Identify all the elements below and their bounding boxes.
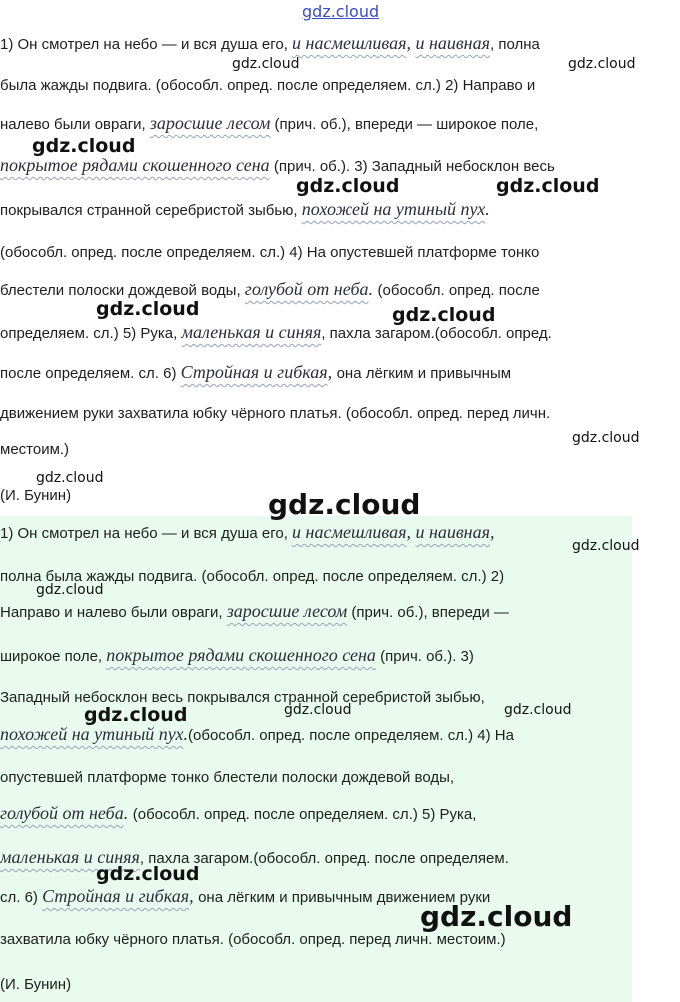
italic-text: , [489, 522, 495, 542]
text-segment: , пахла загаром.(обособл. опред. после определяем. [139, 850, 509, 867]
text-line [0, 279, 540, 301]
underlined-phrase: заросшие лесом [226, 601, 348, 621]
text-segment: движением руки захватила юбку чёрного платья. (обособл. опред. перед личн. [0, 405, 551, 422]
watermark: gdz.cloud [232, 56, 300, 72]
watermark: gdz.cloud [84, 704, 188, 726]
text-segment: (прич. об.). 3) [375, 648, 474, 665]
watermark: gdz.cloud [36, 470, 104, 486]
underlined-phrase: покрытое рядами скошенного сена [0, 155, 270, 175]
underlined-phrase: покрытое рядами скошенного сена [106, 645, 376, 665]
text-segment: сл. 6) [0, 889, 43, 906]
watermark: gdz.cloud [296, 175, 400, 197]
underlined-phrase: маленькая и синяя [0, 847, 140, 867]
underlined-phrase: голубой от неба [244, 279, 369, 299]
italic-text: . [368, 279, 378, 299]
watermark: gdz.cloud [392, 304, 496, 326]
text-line [0, 113, 538, 135]
text-segment: , полна [489, 36, 540, 53]
text-segment: , пахла загаром.(обособл. опред. [321, 325, 552, 342]
text-line [0, 33, 540, 55]
underlined-phrase: и наивная [415, 33, 490, 53]
text-segment: покрывался странной серебристой зыбью, [0, 202, 302, 219]
text-segment: 1) Он смотрел на небо — и вся душа его, [0, 36, 293, 53]
text-segment: (обособл. опред. после определяем. сл.) 4) На опустевшей платформе тонко [0, 244, 540, 261]
watermark: gdz.cloud [36, 582, 104, 598]
watermark: gdz.cloud [568, 56, 636, 72]
text-line [0, 486, 71, 506]
watermark: gdz.cloud [496, 175, 600, 197]
underlined-phrase: и насмешливая [292, 33, 407, 53]
italic-text: . [485, 199, 490, 219]
text-segment: полна была жажды подвига. (обособл. опред. после определяем. сл.) 2) [0, 568, 505, 585]
text-segment: 1) Он смотрел на небо — и вся душа его, [0, 525, 293, 542]
text-segment: (прич. об.). 3) Западный небосклон весь [269, 158, 555, 175]
text-segment: блестели полоски дождевой воды, [0, 282, 245, 299]
watermark: gdz.cloud [96, 863, 200, 885]
text-line [0, 199, 490, 221]
text-line [0, 688, 485, 708]
text-line [0, 724, 514, 746]
text-line [0, 645, 474, 667]
text-line [0, 847, 509, 869]
text-line [0, 803, 476, 825]
text-segment: после определяем. сл. 6) [0, 365, 181, 382]
underlined-phrase: Стройная и гибкая [180, 362, 328, 382]
text-line [0, 76, 535, 96]
text-line [0, 155, 555, 177]
text-line [0, 362, 511, 384]
watermark: gdz.cloud [284, 702, 352, 718]
underlined-phrase: похожей на утиный пух [0, 724, 184, 744]
underlined-phrase: маленькая и синяя [181, 322, 322, 342]
text-line [0, 975, 71, 995]
watermark: gdz.cloud [268, 488, 421, 521]
underlined-phrase: Стройная и гибкая [42, 886, 190, 906]
text-segment: Западный небосклон весь покрывался странной серебристой зыбью, [0, 689, 485, 706]
underlined-phrase: голубой от неба [0, 803, 124, 823]
text-segment: (И. Бунин) [0, 487, 72, 504]
text-line [0, 404, 550, 424]
watermark: gdz.cloud [420, 900, 573, 933]
underlined-phrase: и насмешливая [292, 522, 407, 542]
text-segment: (обособл. опред. после определяем. сл.) 4) На [188, 727, 514, 744]
site-watermark-top[interactable]: gdz.cloud [302, 2, 380, 21]
text-segment: опустевшей платформе тонко блестели полоски дождевой воды, [0, 769, 455, 786]
text-segment: она лёгким и привычным [336, 365, 512, 382]
watermark: gdz.cloud [96, 298, 200, 320]
watermark: gdz.cloud [32, 135, 136, 157]
underlined-phrase: заросшие лесом [149, 113, 271, 133]
italic-text: . [123, 803, 133, 823]
text-segment: определяем. сл.) 5) Рука, [0, 325, 182, 342]
watermark: gdz.cloud [572, 430, 640, 446]
text-line [0, 522, 494, 544]
text-segment: (обособл. опред. после определяем. сл.) 5) Рука, [132, 806, 477, 823]
underlined-phrase: и наивная [415, 522, 490, 542]
text-line [0, 440, 69, 460]
text-line [0, 243, 539, 263]
text-line [0, 601, 509, 623]
italic-text: , [406, 33, 416, 53]
underlined-phrase: похожей на утиный пух [301, 199, 486, 219]
italic-text: , [189, 886, 199, 906]
italic-text: . [183, 724, 189, 744]
text-segment: захватила юбку чёрного платья. (обособл. опред. перед личн. местоим.) [0, 931, 506, 948]
text-segment: (И. Бунин) [0, 976, 72, 993]
text-segment: местоим.) [0, 441, 70, 458]
watermark: gdz.cloud [572, 538, 640, 554]
text-segment: (прич. об.), впереди — [347, 604, 509, 621]
text-line [0, 930, 506, 950]
text-segment: налево были овраги, [0, 116, 150, 133]
text-segment: (обособл. опред. после [377, 282, 540, 299]
text-segment: была жажды подвига. (обособл. опред. после определяем. сл.) 2) Направо и [0, 77, 536, 94]
text-segment: широкое поле, [0, 648, 107, 665]
text-segment: (прич. об.), впереди — широкое поле, [270, 116, 539, 133]
text-segment: она лёгким и привычным движением руки [198, 889, 491, 906]
text-segment: Направо и налево были овраги, [0, 604, 227, 621]
italic-text: , [327, 362, 337, 382]
italic-text: , [406, 522, 416, 542]
text-line [0, 886, 490, 908]
text-line [0, 768, 454, 788]
watermark: gdz.cloud [504, 702, 572, 718]
